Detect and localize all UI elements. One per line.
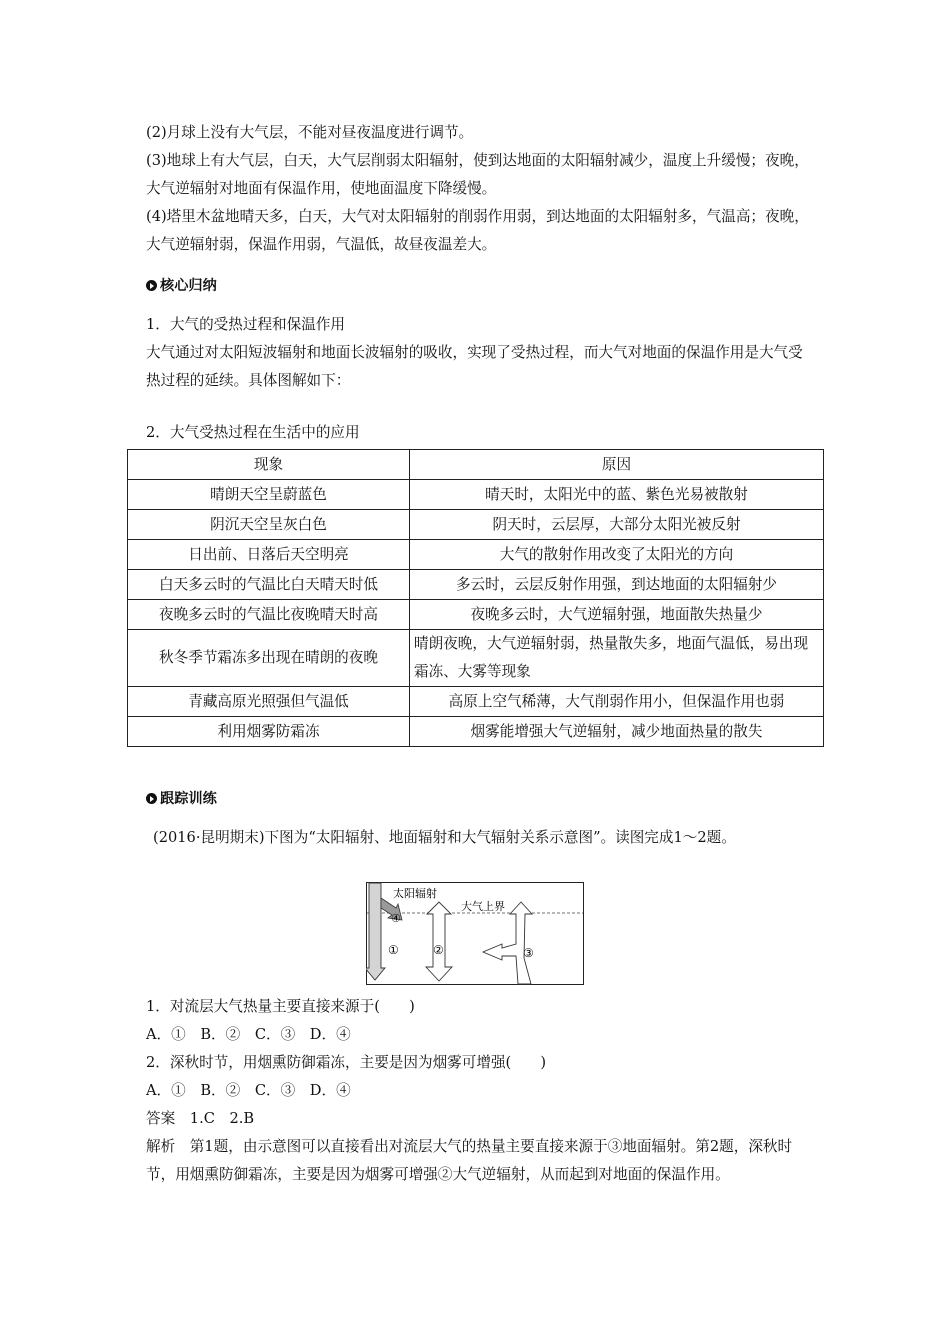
answer-paragraph-2: (2)月球上没有大气层，不能对昼夜温度进行调节。: [146, 124, 474, 141]
table-row: [128, 540, 824, 570]
play-bullet-icon: [146, 793, 157, 804]
table-row: [128, 600, 824, 630]
label-number-2: ②: [433, 943, 444, 957]
table-row: [128, 717, 824, 747]
table-cell-reason: 夜晚多云时，大气逆辐射强，地面散失热量少: [410, 600, 824, 630]
answer-paragraph-3: (3)地球上有大气层，白天，大气层削弱太阳辐射，使到达地面的太阳辐射减少，温度上升缓慢；夜晚，大气逆辐射对地面有保温作用，使地面温度下降缓慢。: [146, 152, 809, 197]
section-title: 核心归纳: [160, 278, 217, 294]
table-cell-reason: 阴天时，云层厚，大部分太阳光被反射: [410, 510, 824, 540]
table-header-cell: 现象: [128, 450, 410, 480]
core-item-1-title: 1．大气的受热过程和保温作用: [146, 316, 346, 333]
radiation-diagram: [366, 882, 584, 985]
practice-intro: (2016·昆明期末)下图为“太阳辐射、地面辐射和大气辐射关系示意图”。读图完成1～2题。: [153, 829, 736, 846]
question-2: 2．深秋时节，用烟熏防御霜冻，主要是因为烟雾可增强( ): [146, 1054, 547, 1071]
section-heading-practice: [146, 789, 217, 809]
table-cell-reason: 多云时，云层反射作用强，到达地面的太阳辐射少: [410, 570, 824, 600]
table-row: [128, 687, 824, 717]
answer-paragraph-4: (4)塔里木盆地晴天多，白天，大气对太阳辐射的削弱作用弱，到达地面的太阳辐射多，气温高；夜晚，大气逆辐射弱，保温作用弱，气温低，故昼夜温差大。: [146, 208, 809, 253]
table-cell-phenomenon: 阴沉天空呈灰白色: [128, 510, 410, 540]
question-2-options: A．① B．② C．③ D．④: [146, 1082, 351, 1099]
table-header-row: [128, 450, 824, 480]
table-cell-phenomenon: 夜晚多云时的气温比夜晚晴天时高: [128, 600, 410, 630]
table-cell-reason: 烟雾能增强大气逆辐射，减少地面热量的散失: [410, 717, 824, 747]
section-title: 跟踪训练: [160, 791, 217, 807]
answer-line: 答案 1.C 2.B: [146, 1110, 255, 1127]
table-cell-phenomenon: 白天多云时的气温比白天晴天时低: [128, 570, 410, 600]
core-item-2-title: 2．大气受热过程在生活中的应用: [146, 424, 360, 441]
label-number-4: ④: [391, 912, 401, 925]
table-cell-reason: 晴朗夜晚，大气逆辐射弱，热量散失多，地面气温低，易出现霜冻、大雾等现象: [410, 630, 824, 687]
label-number-1: ①: [388, 943, 399, 957]
table-cell-phenomenon: 利用烟雾防霜冻: [128, 717, 410, 747]
table-cell-reason: 高原上空气稀薄，大气削弱作用小，但保温作用也弱: [410, 687, 824, 717]
label-solar-radiation: 太阳辐射: [393, 887, 437, 900]
table-cell-phenomenon: 晴朗天空呈蔚蓝色: [128, 480, 410, 510]
table-row: [128, 570, 824, 600]
table-cell-phenomenon: 日出前、日落后天空明亮: [128, 540, 410, 570]
application-table: [127, 449, 824, 747]
table-row: [128, 630, 824, 687]
table-cell-reason: 大气的散射作用改变了太阳光的方向: [410, 540, 824, 570]
table-cell-phenomenon: 青藏高原光照强但气温低: [128, 687, 410, 717]
table-cell-phenomenon: 秋冬季节霜冻多出现在晴朗的夜晚: [128, 630, 410, 687]
play-bullet-icon: [146, 280, 157, 291]
section-heading-core: [146, 276, 217, 296]
table-header-cell: 原因: [410, 450, 824, 480]
analysis-paragraph: 解析 第1题，由示意图可以直接看出对流层大气的热量主要直接来源于③地面辐射。第2题，深秋时节，用烟熏防御霜冻，主要是因为烟雾可增强②大气逆辐射，从而起到对地面的保温作用。: [146, 1138, 793, 1183]
table-row: [128, 510, 824, 540]
label-atmosphere-top: 大气上界: [461, 900, 505, 913]
table-row: [128, 480, 824, 510]
table-cell-reason: 晴天时，太阳光中的蓝、紫色光易被散射: [410, 480, 824, 510]
core-item-1-body: 大气通过对太阳短波辐射和地面长波辐射的吸收，实现了受热过程，而大气对地面的保温作用是大气受热过程的延续。具体图解如下：: [146, 344, 803, 389]
question-1-options: A．① B．② C．③ D．④: [146, 1026, 351, 1043]
question-1: 1．对流层大气热量主要直接来源于( ): [146, 998, 415, 1015]
label-number-3: ③: [523, 946, 534, 960]
